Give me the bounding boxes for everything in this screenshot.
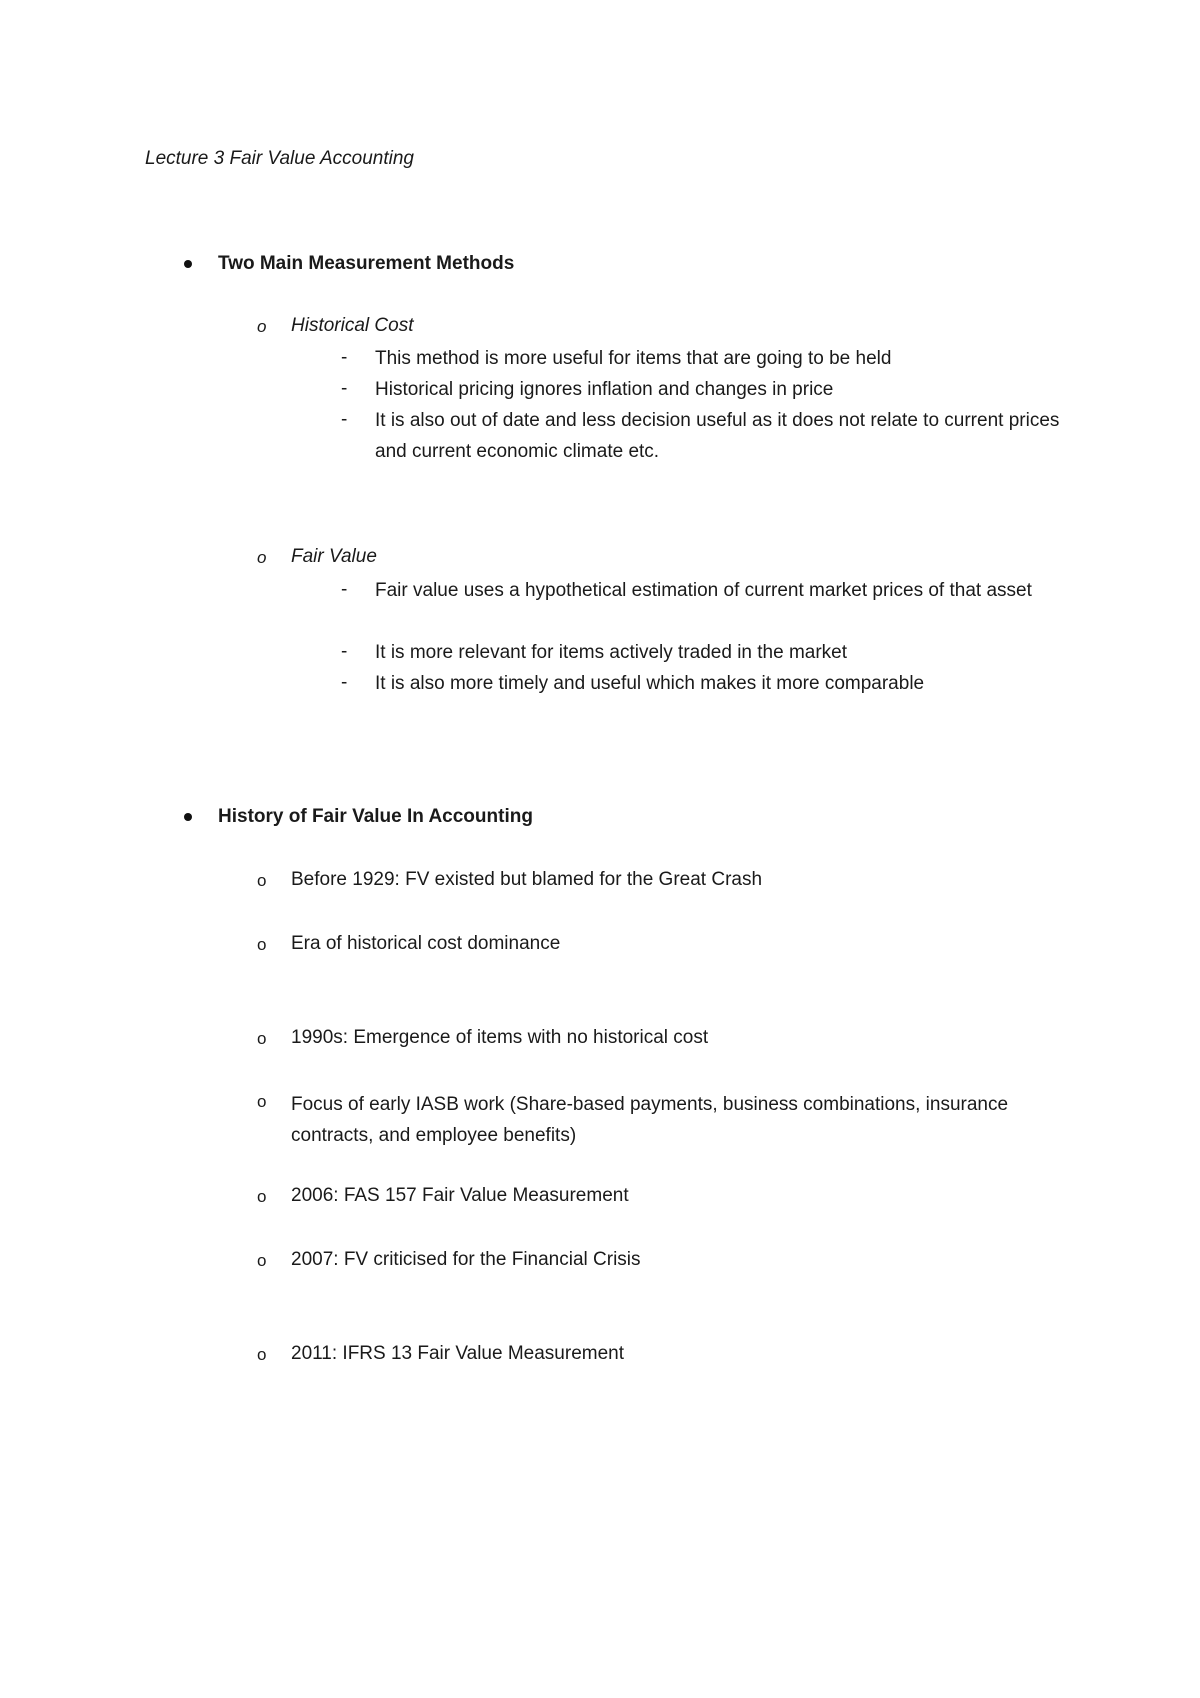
page-title: Lecture 3 Fair Value Accounting [145, 148, 414, 169]
sub-bullet-marker: o [257, 871, 267, 890]
list-item: 2006: FAS 157 Fair Value Measurement [291, 1185, 629, 1206]
dash-marker: - [341, 579, 348, 600]
sub-bullet-marker: o [257, 548, 267, 567]
dash-marker: - [341, 641, 348, 662]
dash-marker: - [341, 378, 348, 399]
sub-bullet-marker: o [257, 1092, 267, 1111]
sub-heading-historical-cost: Historical Cost [291, 315, 414, 336]
dash-marker: - [341, 347, 348, 368]
sub-bullet-marker: o [257, 1251, 267, 1270]
sub-heading-fair-value: Fair Value [291, 546, 377, 567]
list-item: It is also out of date and less decision useful as it does not relate to current prices and current economic climate etc. [375, 410, 1060, 462]
list-item: It is also more timely and useful which makes it more comparable [375, 673, 925, 694]
section-heading-history: History of Fair Value In Accounting [0, 805, 1200, 829]
list-item: Focus of early IASB work (Share-based payments, business combinations, insurance contracts, and employee benefits) [291, 1094, 1009, 1146]
bullet-icon [184, 260, 192, 268]
sub-bullet-marker: o [257, 1187, 267, 1206]
list-item: It is more relevant for items actively traded in the market [375, 642, 848, 663]
sub-bullet-marker: o [257, 1345, 267, 1364]
dash-marker: - [341, 409, 348, 430]
sub-bullet-marker: o [257, 317, 267, 336]
list-item: 2007: FV criticised for the Financial Crisis [291, 1249, 641, 1270]
bullet-icon [184, 813, 192, 821]
list-item: This method is more useful for items that are going to be held [375, 348, 892, 369]
list-item: Before 1929: FV existed but blamed for the Great Crash [291, 869, 763, 890]
list-item: Historical pricing ignores inflation and changes in price [375, 379, 834, 400]
sub-bullet-marker: o [257, 1029, 267, 1048]
list-item: Fair value uses a hypothetical estimation of current market prices of that asset [375, 580, 1032, 601]
list-item: 2011: IFRS 13 Fair Value Measurement [291, 1343, 625, 1364]
dash-marker: - [341, 672, 348, 693]
sub-bullet-marker: o [257, 935, 267, 954]
list-item: 1990s: Emergence of items with no historical cost [291, 1027, 709, 1048]
section-heading-measurement-methods: Two Main Measurement Methods [0, 252, 1200, 276]
list-item: Era of historical cost dominance [291, 933, 561, 954]
